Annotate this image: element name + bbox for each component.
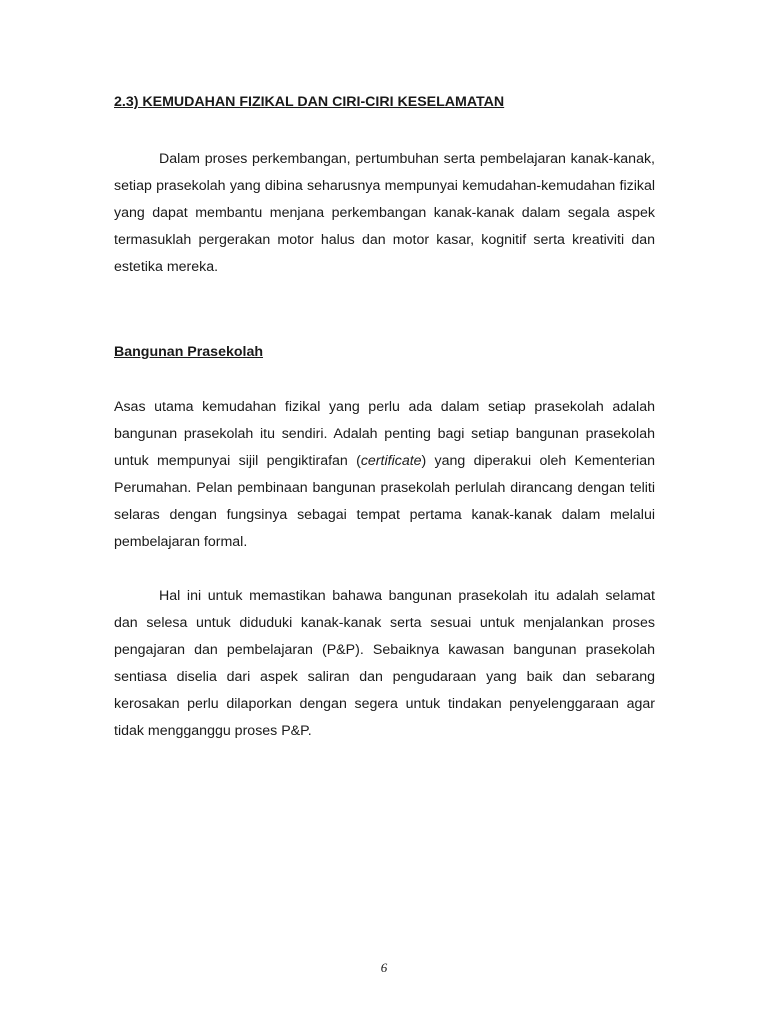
page-number: 6 bbox=[380, 960, 388, 975]
certificate-term: certificate bbox=[360, 453, 422, 469]
section-heading: 2.3) KEMUDAHAN FIZIKAL DAN CIRI-CIRI KESELAMATAN bbox=[114, 94, 505, 110]
building-paragraph bbox=[114, 394, 655, 556]
safety-paragraph: Hal ini untuk memastikan bahawa bangunan prasekolah itu adalah selamat dan selesa untuk diduduki kanak-kanak serta sesuai untuk menjalankan proses pengajaran dan pembelajaran (P&P). Sebaiknya kawasan bangunan prasekolah sentiasa diselia dari aspek saliran dan pengudaraan yang baik dan sebarang kerosakan perlu dilaporkan dengan segera untuk tindakan penyelenggaraan agar tidak mengganggu proses P&P. bbox=[114, 588, 655, 739]
building-paragraph-text-end: ) yang diperakui oleh Kementerian Perumahan. Pelan pembinaan bangunan prasekolah perlulah dirancang dengan teliti selaras dengan fungsinya sebagai tempat pertama kanak-kanak dalam melalui pembelajaran formal. bbox=[114, 453, 655, 550]
intro-paragraph: Dalam proses perkembangan, pertumbuhan serta pembelajaran kanak-kanak, setiap prasekolah yang dibina seharusnya mempunyai kemudahan-kemudahan fizikal yang dapat membantu menjana perkembangan kanak-kanak dalam segala aspek termasuklah pergerakan motor halus dan motor kasar, kognitif serta kreativiti dan estetika mereka. bbox=[114, 151, 655, 275]
building-paragraph-text-start: Asas utama kemudahan fizikal yang perlu ada dalam setiap prasekolah adalah bangunan prasekolah itu sendiri. Adalah penting bagi setiap bangunan prasekolah untuk mempunyai sijil pengiktirafan ( bbox=[114, 399, 655, 469]
subsection-heading: Bangunan Prasekolah bbox=[114, 344, 264, 360]
page-content bbox=[114, 92, 655, 745]
